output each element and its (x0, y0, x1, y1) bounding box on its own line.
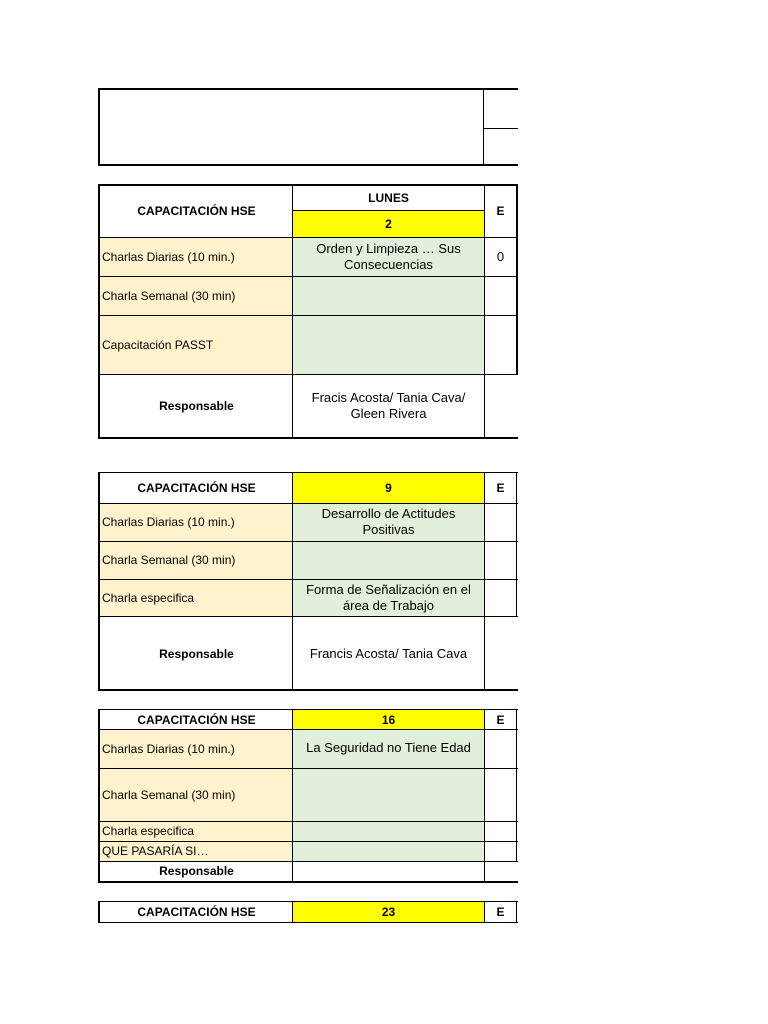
row-label-daily-talks: Charlas Diarias (10 min.) (100, 237, 293, 276)
specific-talk-topic: Forma de Señalización en el área de Trabajo (293, 579, 484, 617)
row-label-passt: Capacitación PASST (100, 315, 293, 374)
row-label-daily-talks: Charlas Diarias (10 min.) (100, 729, 293, 768)
day-number: 9 (293, 473, 484, 503)
daily-talk-topic: Orden y Limpieza … Sus Consecuencias (293, 237, 484, 276)
column-e-header: E (496, 905, 505, 919)
column-e-header: E (496, 712, 505, 727)
row-label-weekly-talk: Charla Semanal (30 min) (100, 768, 293, 821)
table-title: CAPACITACIÓN HSE (137, 712, 256, 727)
table-title: CAPACITACIÓN HSE (137, 905, 256, 919)
responsable-label: Responsable (159, 864, 234, 878)
responsable-value (293, 861, 484, 881)
table-title: CAPACITACIÓN HSE (137, 204, 256, 218)
column-e-header: E (496, 481, 505, 495)
responsable-value: Fracis Acosta/ Tania Cava/ Gleen Rivera (311, 390, 466, 421)
responsable-label: Responsable (159, 646, 234, 661)
column-e-header: E (496, 204, 505, 218)
day-number: 2 (293, 210, 484, 237)
specific-talk-topic (293, 821, 484, 841)
row-label-weekly-talk: Charla Semanal (30 min) (100, 276, 293, 315)
daily-talk-topic: Desarrollo de Actitudes Positivas (293, 503, 484, 541)
daily-talk-extra: 0 (496, 248, 505, 264)
day-name: LUNES (368, 190, 409, 205)
day-number: 23 (293, 902, 484, 922)
row-label-what-if: QUE PASARÍA SI… (100, 841, 293, 861)
weekly-talk-topic (293, 768, 484, 821)
what-if-topic (293, 841, 484, 861)
daily-talk-topic: La Seguridad no Tiene Edad (293, 729, 484, 768)
responsable-value: Francis Acosta/ Tania Cava (309, 645, 468, 661)
weekly-talk-topic (293, 276, 484, 315)
day-number: 16 (293, 710, 484, 729)
row-label-daily-talks: Charlas Diarias (10 min.) (100, 503, 293, 541)
row-label-specific-talk: Charla especifica (100, 821, 293, 841)
weekly-talk-topic (293, 541, 484, 579)
row-label-weekly-talk: Charla Semanal (30 min) (100, 541, 293, 579)
row-label-specific-talk: Charla especifica (100, 579, 293, 617)
table-title: CAPACITACIÓN HSE (137, 481, 256, 495)
responsable-label: Responsable (159, 399, 234, 413)
passt-topic (293, 315, 484, 374)
